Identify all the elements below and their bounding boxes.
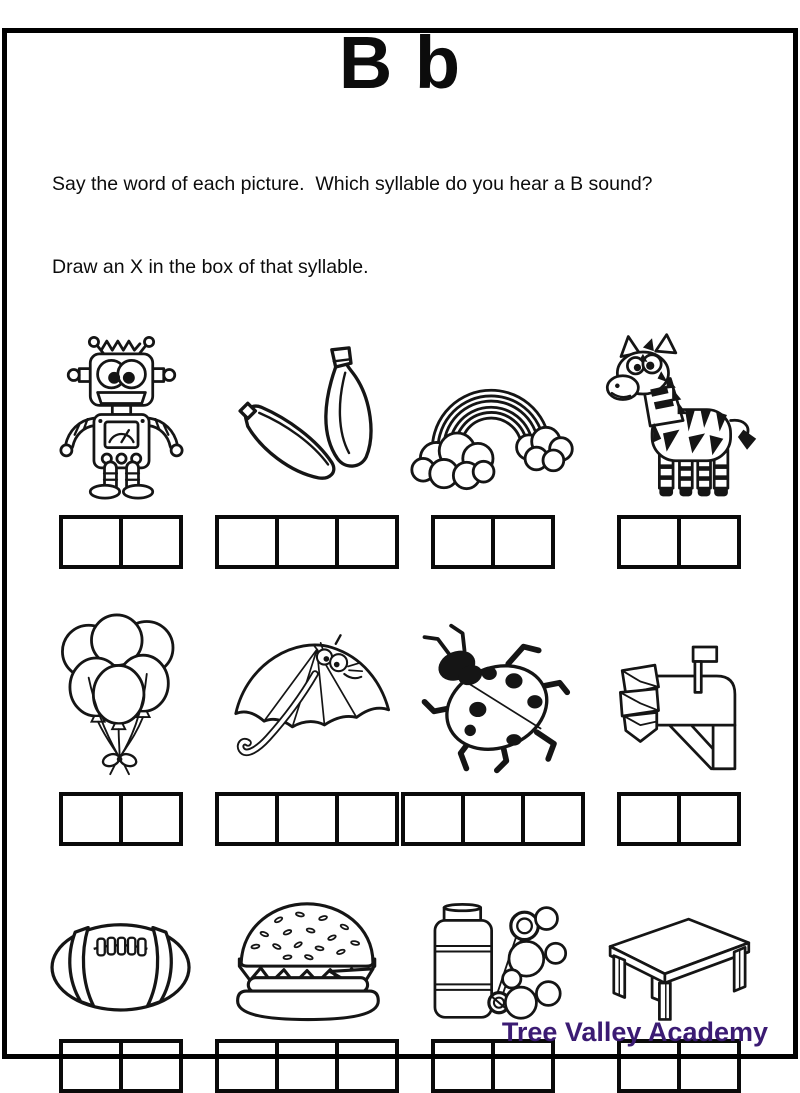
syllable-box[interactable] xyxy=(677,519,737,565)
syllable-boxes-zebra xyxy=(617,515,741,569)
syllable-box[interactable] xyxy=(275,796,335,842)
syllable-box[interactable] xyxy=(621,1043,677,1089)
syllable-boxes-cell xyxy=(431,515,555,569)
worksheet-title: B b xyxy=(338,21,462,104)
syllable-box[interactable] xyxy=(491,1043,551,1089)
syllable-boxes-ladybug xyxy=(401,792,585,846)
mailbox-image xyxy=(604,636,754,777)
table-image xyxy=(599,910,759,1024)
syllable-box[interactable] xyxy=(119,796,179,842)
syllable-box[interactable] xyxy=(435,519,491,565)
syllable-boxes-cell xyxy=(215,792,399,846)
syllable-box[interactable] xyxy=(461,796,521,842)
syllable-boxes-cell xyxy=(617,515,741,569)
syllable-box[interactable] xyxy=(119,519,179,565)
syllable-box[interactable] xyxy=(335,1043,395,1089)
syllable-boxes-bananas xyxy=(215,515,399,569)
football-image xyxy=(40,908,202,1024)
zebra-image xyxy=(599,331,759,500)
syllable-boxes-cell xyxy=(215,515,399,569)
instructions-line-1: Say the word of each picture. Which syllable do you hear a B sound? xyxy=(52,173,653,196)
syllable-boxes-hamburger xyxy=(215,1039,399,1093)
brand-footer: Tree Valley Academy xyxy=(501,1017,768,1047)
robot-image xyxy=(48,330,195,500)
syllable-boxes-mailbox xyxy=(617,792,741,846)
syllable-boxes-rainbow xyxy=(431,515,555,569)
syllable-box[interactable] xyxy=(219,796,275,842)
syllable-box[interactable] xyxy=(63,519,119,565)
syllable-box[interactable] xyxy=(275,1043,335,1089)
syllable-boxes-cell xyxy=(59,792,183,846)
syllable-box[interactable] xyxy=(63,1043,119,1089)
syllable-box[interactable] xyxy=(219,1043,275,1089)
umbrella-image xyxy=(215,621,399,777)
syllable-box[interactable] xyxy=(335,796,395,842)
syllable-box[interactable] xyxy=(219,519,275,565)
syllable-boxes-cell xyxy=(59,515,183,569)
worksheet-row-3 xyxy=(0,886,800,1093)
syllable-box[interactable] xyxy=(677,796,737,842)
syllable-box[interactable] xyxy=(435,1043,491,1089)
syllable-box[interactable] xyxy=(521,796,581,842)
syllable-box[interactable] xyxy=(621,796,677,842)
bubbles-image xyxy=(413,900,573,1024)
instructions xyxy=(52,116,800,310)
syllable-boxes-balloons xyxy=(59,792,183,846)
syllable-box[interactable] xyxy=(119,1043,179,1089)
syllable-box[interactable] xyxy=(491,519,551,565)
instructions-line-2: Draw an X in the box of that syllable. xyxy=(52,256,369,279)
syllable-boxes-football xyxy=(59,1039,183,1093)
balloons-image xyxy=(53,599,189,777)
syllable-box[interactable] xyxy=(275,519,335,565)
syllable-boxes-cell xyxy=(215,1039,399,1093)
worksheet-row-2 xyxy=(0,599,800,846)
syllable-box[interactable] xyxy=(405,796,461,842)
syllable-boxes-cell xyxy=(59,1039,183,1093)
syllable-boxes-umbrella xyxy=(215,792,399,846)
worksheet-row-1 xyxy=(0,330,800,569)
syllable-box[interactable] xyxy=(335,519,395,565)
syllable-boxes-robot xyxy=(59,515,183,569)
syllable-box[interactable] xyxy=(63,796,119,842)
syllable-box[interactable] xyxy=(677,1043,737,1089)
rainbow-image xyxy=(408,349,578,500)
bananas-image xyxy=(221,342,393,500)
syllable-boxes-cell xyxy=(401,792,585,846)
syllable-boxes-cell xyxy=(617,792,741,846)
hamburger-image xyxy=(225,886,390,1024)
syllable-box[interactable] xyxy=(621,519,677,565)
ladybug-image xyxy=(415,620,572,777)
